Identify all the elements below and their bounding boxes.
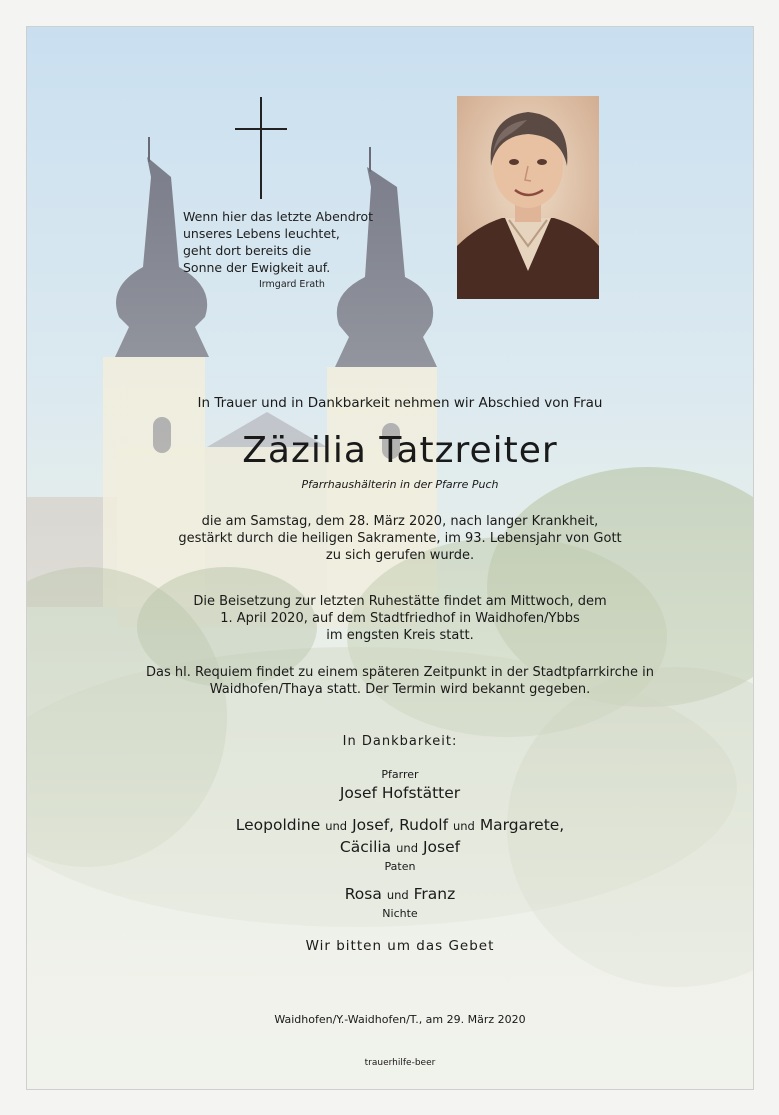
thanks-heading: In Dankbarkeit: (342, 734, 458, 749)
deceased-name: Zäzilia Tatzreiter (242, 430, 558, 471)
quote-line: geht dort bereits die (183, 243, 312, 258)
quote-line: Wenn hier das letzte Abendrot (183, 209, 374, 224)
paragraph-line: gestärkt durch die heiligen Sakramente, im 93. Lebensjahr von Gott (178, 531, 622, 546)
paragraph-line: Das hl. Requiem findet zu einem späteren Zeitpunkt in der Stadtpfarrkirche in (146, 665, 654, 680)
paragraph-line: zu sich gerufen wurde. (325, 548, 475, 563)
mourner-name: Franz (413, 885, 456, 903)
quote-line: Sonne der Ewigkeit auf. (183, 260, 331, 275)
death-paragraph (27, 513, 754, 564)
mourner-name: Cäcilia (339, 838, 392, 856)
niece-line (27, 885, 754, 903)
mourner-name: Rosa (344, 885, 382, 903)
paragraph-line: im engsten Kreis statt. (326, 628, 474, 643)
family-line (27, 838, 754, 856)
und-connector: und (452, 819, 475, 833)
obituary-card (26, 26, 754, 1090)
quote-author: Irmgard Erath (259, 279, 325, 290)
und-connector: und (386, 888, 409, 902)
requiem-paragraph (27, 664, 754, 698)
quote-line: unseres Lebens leuchtet, (183, 226, 340, 241)
und-connector: und (325, 819, 348, 833)
paragraph-line: Die Beisetzung zur letzten Ruhestätte findet am Mittwoch, dem (193, 594, 607, 609)
intro-text: In Trauer und in Dankbarkeit nehmen wir Abschied von Frau (197, 395, 603, 411)
priest-name: Josef Hofstätter (339, 784, 461, 802)
portrait-photo (457, 96, 599, 299)
paragraph-line: Waidhofen/Thaya statt. Der Termin wird bekannt gegeben. (209, 682, 591, 697)
paragraph-line: die am Samstag, dem 28. März 2020, nach langer Krankheit, (201, 514, 599, 529)
mourner-name: Leopoldine (235, 816, 321, 834)
deceased-role: Pfarrhaushälterin in der Pfarre Puch (301, 478, 499, 491)
niece-label: Nichte (382, 907, 418, 920)
und-connector: und (396, 841, 419, 855)
cross-icon-bar (235, 128, 287, 130)
cross-icon (260, 97, 262, 199)
place-date: Waidhofen/Y.-Waidhofen/T., am 29. März 2020 (274, 1013, 526, 1026)
burial-paragraph (27, 593, 754, 644)
mourner-name: Rudolf (399, 816, 449, 834)
paragraph-line: 1. April 2020, auf dem Stadtfriedhof in Waidhofen/Ybbs (220, 611, 580, 626)
mourner-name: Margarete, (479, 816, 565, 834)
footer-credit: trauerhilfe-beer (364, 1058, 436, 1068)
priest-title: Pfarrer (381, 768, 419, 781)
mourner-name: Josef, (352, 816, 395, 834)
godparents-label: Paten (384, 860, 416, 873)
memorial-quote (183, 208, 383, 276)
mourner-name: Josef (422, 838, 461, 856)
family-line (27, 816, 754, 834)
prayer-request: Wir bitten um das Gebet (305, 938, 495, 954)
